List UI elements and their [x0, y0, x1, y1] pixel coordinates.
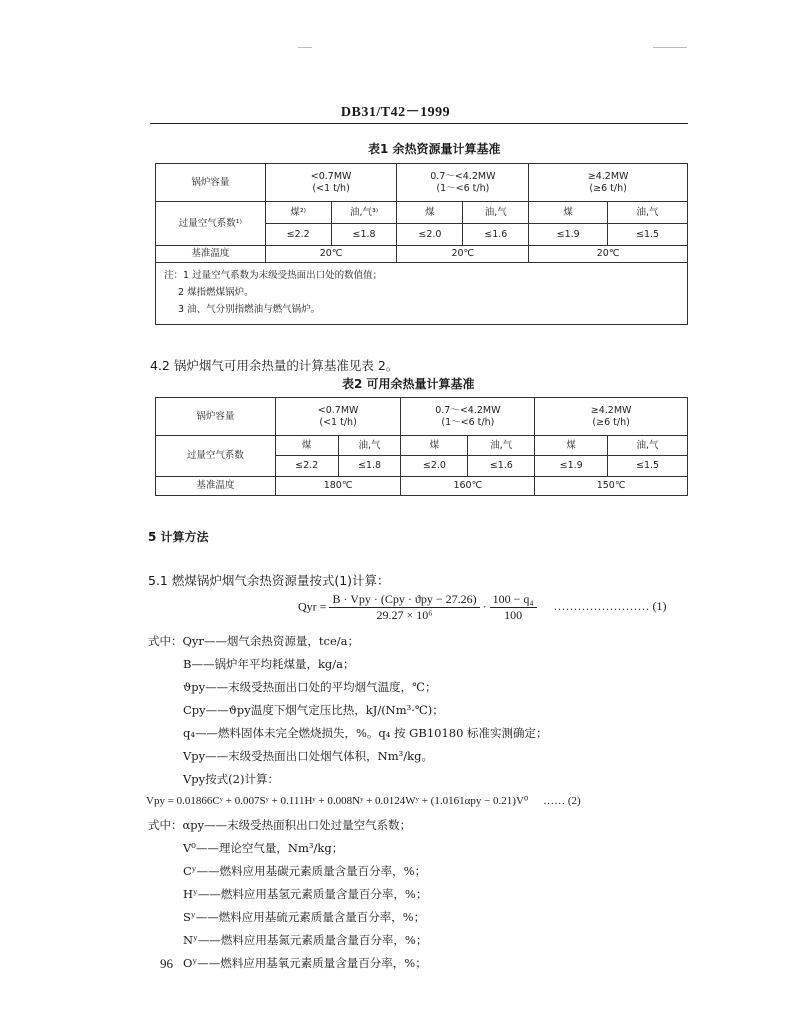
page-number: 96 [160, 956, 173, 971]
formula-1-lhs: Qyr = [298, 599, 327, 614]
paragraph-4-2: 4.2 锅炉烟气可用余热量的计算基准见表 2。 [150, 358, 399, 373]
table2-excess-label: 过量空气系数 [156, 436, 276, 477]
table2-fuel: 煤 [401, 436, 468, 456]
table2-fuel: 油,气 [608, 436, 688, 456]
table1-fuel: 煤 [397, 202, 463, 224]
formula-2 [146, 794, 581, 807]
table2-value: ≤1.6 [468, 456, 535, 477]
table2-value: ≤1.9 [535, 456, 608, 477]
definition-line: Cpy——ϑpy温度下烟气定压比热，kJ/(Nm³·℃)； [183, 703, 444, 717]
table1-value: ≤2.2 [265, 224, 331, 246]
formula-1-denominator: 29.27 × 10⁶ [376, 608, 433, 622]
table2-temp: 180℃ [275, 477, 401, 496]
formula-2-body: Vpy = 0.01866Cʸ + 0.007Sʸ + 0.111Hʸ + 0.008Nʸ + 0.0124Wʸ + (1.0161αpy − 0.21)V⁰ [146, 795, 529, 807]
table2 [155, 397, 688, 496]
definition-line: Hʸ——燃料应用基氢元素质量含量百分率，%； [183, 887, 428, 901]
table2-fuel: 煤 [535, 436, 608, 456]
definition-line: q₄——燃料固体未完全燃烧损失，%。q₄ 按 GB10180 标准实测确定； [183, 726, 548, 740]
table1-value: ≤1.5 [608, 224, 688, 246]
definition-line: 式中：Qyr——烟气余热资源量，tce/a； [148, 634, 360, 648]
definition-line: Vpy按式(2)计算： [183, 772, 279, 786]
table1-note: 2 煤指燃煤锅炉。 [178, 287, 254, 298]
table1-fuel: 油,气³⁾ [331, 202, 397, 224]
table2-group-1: <0.7MW (<1 t/h) [275, 398, 401, 436]
paragraph-5-1: 5.1 燃煤锅炉烟气余热资源量按式(1)计算： [148, 573, 390, 588]
table1-value: ≤1.8 [331, 224, 397, 246]
table2-fuel: 油,气 [468, 436, 535, 456]
definition-line: Sʸ——燃料应用基硫元素质量含量百分率，%； [183, 910, 426, 924]
table2-temp-label: 基准温度 [156, 477, 276, 496]
table1-note: 3 油、气分别指燃油与燃气锅炉。 [178, 304, 321, 315]
table2-fuel: 油,气 [338, 436, 401, 456]
formula-1-numerator: B · Vpy · (Cpy · ϑpy − 27.26) [329, 592, 479, 608]
table1-excess-label: 过量空气系数¹⁾ [156, 202, 266, 246]
definition-line: V⁰——理论空气量，Nm³/kg； [183, 841, 344, 855]
table1-temp: 20℃ [397, 246, 529, 263]
table1-temp-label: 基准温度 [156, 246, 266, 263]
table2-temp: 150℃ [535, 477, 688, 496]
scan-mark [653, 47, 687, 48]
table2-value: ≤2.0 [401, 456, 468, 477]
table1-temp: 20℃ [529, 246, 688, 263]
table2-group-3: ≥4.2MW (≥6 t/h) [535, 398, 688, 436]
definition-line: Cʸ——燃料应用基碳元素质量含量百分率，%； [183, 864, 427, 878]
table1-temp: 20℃ [265, 246, 397, 263]
formula-1-mult: · [482, 599, 487, 614]
formula-2-tag: …… (2) [543, 795, 581, 807]
header-rule [150, 123, 688, 124]
definition-line: Oʸ——燃料应用基氧元素质量含量百分率，%； [183, 956, 427, 970]
scan-mark [298, 47, 312, 48]
table1-fuel: 油,气 [463, 202, 529, 224]
table2-group-2: 0.7～<4.2MW (1～<6 t/h) [401, 398, 535, 436]
table2-fuel: 煤 [275, 436, 338, 456]
table1-fuel: 煤²⁾ [265, 202, 331, 224]
table1-group-2: 0.7～<4.2MW (1～<6 t/h) [397, 164, 529, 202]
table1-fuel: 煤 [529, 202, 608, 224]
table1-fuel: 油,气 [608, 202, 688, 224]
table2-value: ≤1.8 [338, 456, 401, 477]
definition-line: 式中：αpy——末级受热面积出口处过量空气系数； [148, 818, 412, 832]
definition-line: Vpy——末级受热面出口处烟气体积，Nm³/kg。 [183, 749, 433, 763]
section-5-heading: 5 计算方法 [148, 530, 209, 544]
definition-line: ϑpy——末级受热面出口处的平均烟气温度，℃； [183, 680, 437, 694]
definition-line: B——锅炉年平均耗煤量，kg/a； [183, 657, 355, 671]
table2-temp: 160℃ [401, 477, 535, 496]
table2-value: ≤1.5 [608, 456, 688, 477]
formula-1-fraction-2 [490, 592, 537, 623]
formula-1-tag: …………………… (1) [553, 599, 667, 614]
formula-1-denominator-2: 100 [504, 608, 523, 622]
table1-value: ≤1.6 [463, 224, 529, 246]
table1-caption: 表1 余热资源量计算基准 [368, 142, 501, 156]
table1-notes [156, 263, 688, 325]
table1-capacity-label: 锅炉容量 [156, 164, 266, 202]
formula-1-fraction [329, 592, 479, 623]
running-header: DB31/T42－1999 [340, 105, 451, 120]
table1-group-3: ≥4.2MW (≥6 t/h) [529, 164, 688, 202]
table2-caption: 表2 可用余热量计算基准 [342, 377, 475, 391]
table1-note: 注：1 过量空气系数为末级受热面出口处的数值值； [164, 270, 383, 281]
table2-capacity-label: 锅炉容量 [156, 398, 276, 436]
table2-value: ≤2.2 [275, 456, 338, 477]
formula-1 [298, 592, 667, 623]
table1 [155, 163, 688, 325]
table1-group-1: <0.7MW (<1 t/h) [265, 164, 397, 202]
table1-value: ≤2.0 [397, 224, 463, 246]
definition-line: Nʸ——燃料应用基氮元素质量含量百分率，%； [183, 933, 428, 947]
formula-1-numerator-2: 100 − q₄ [490, 592, 537, 608]
table1-value: ≤1.9 [529, 224, 608, 246]
